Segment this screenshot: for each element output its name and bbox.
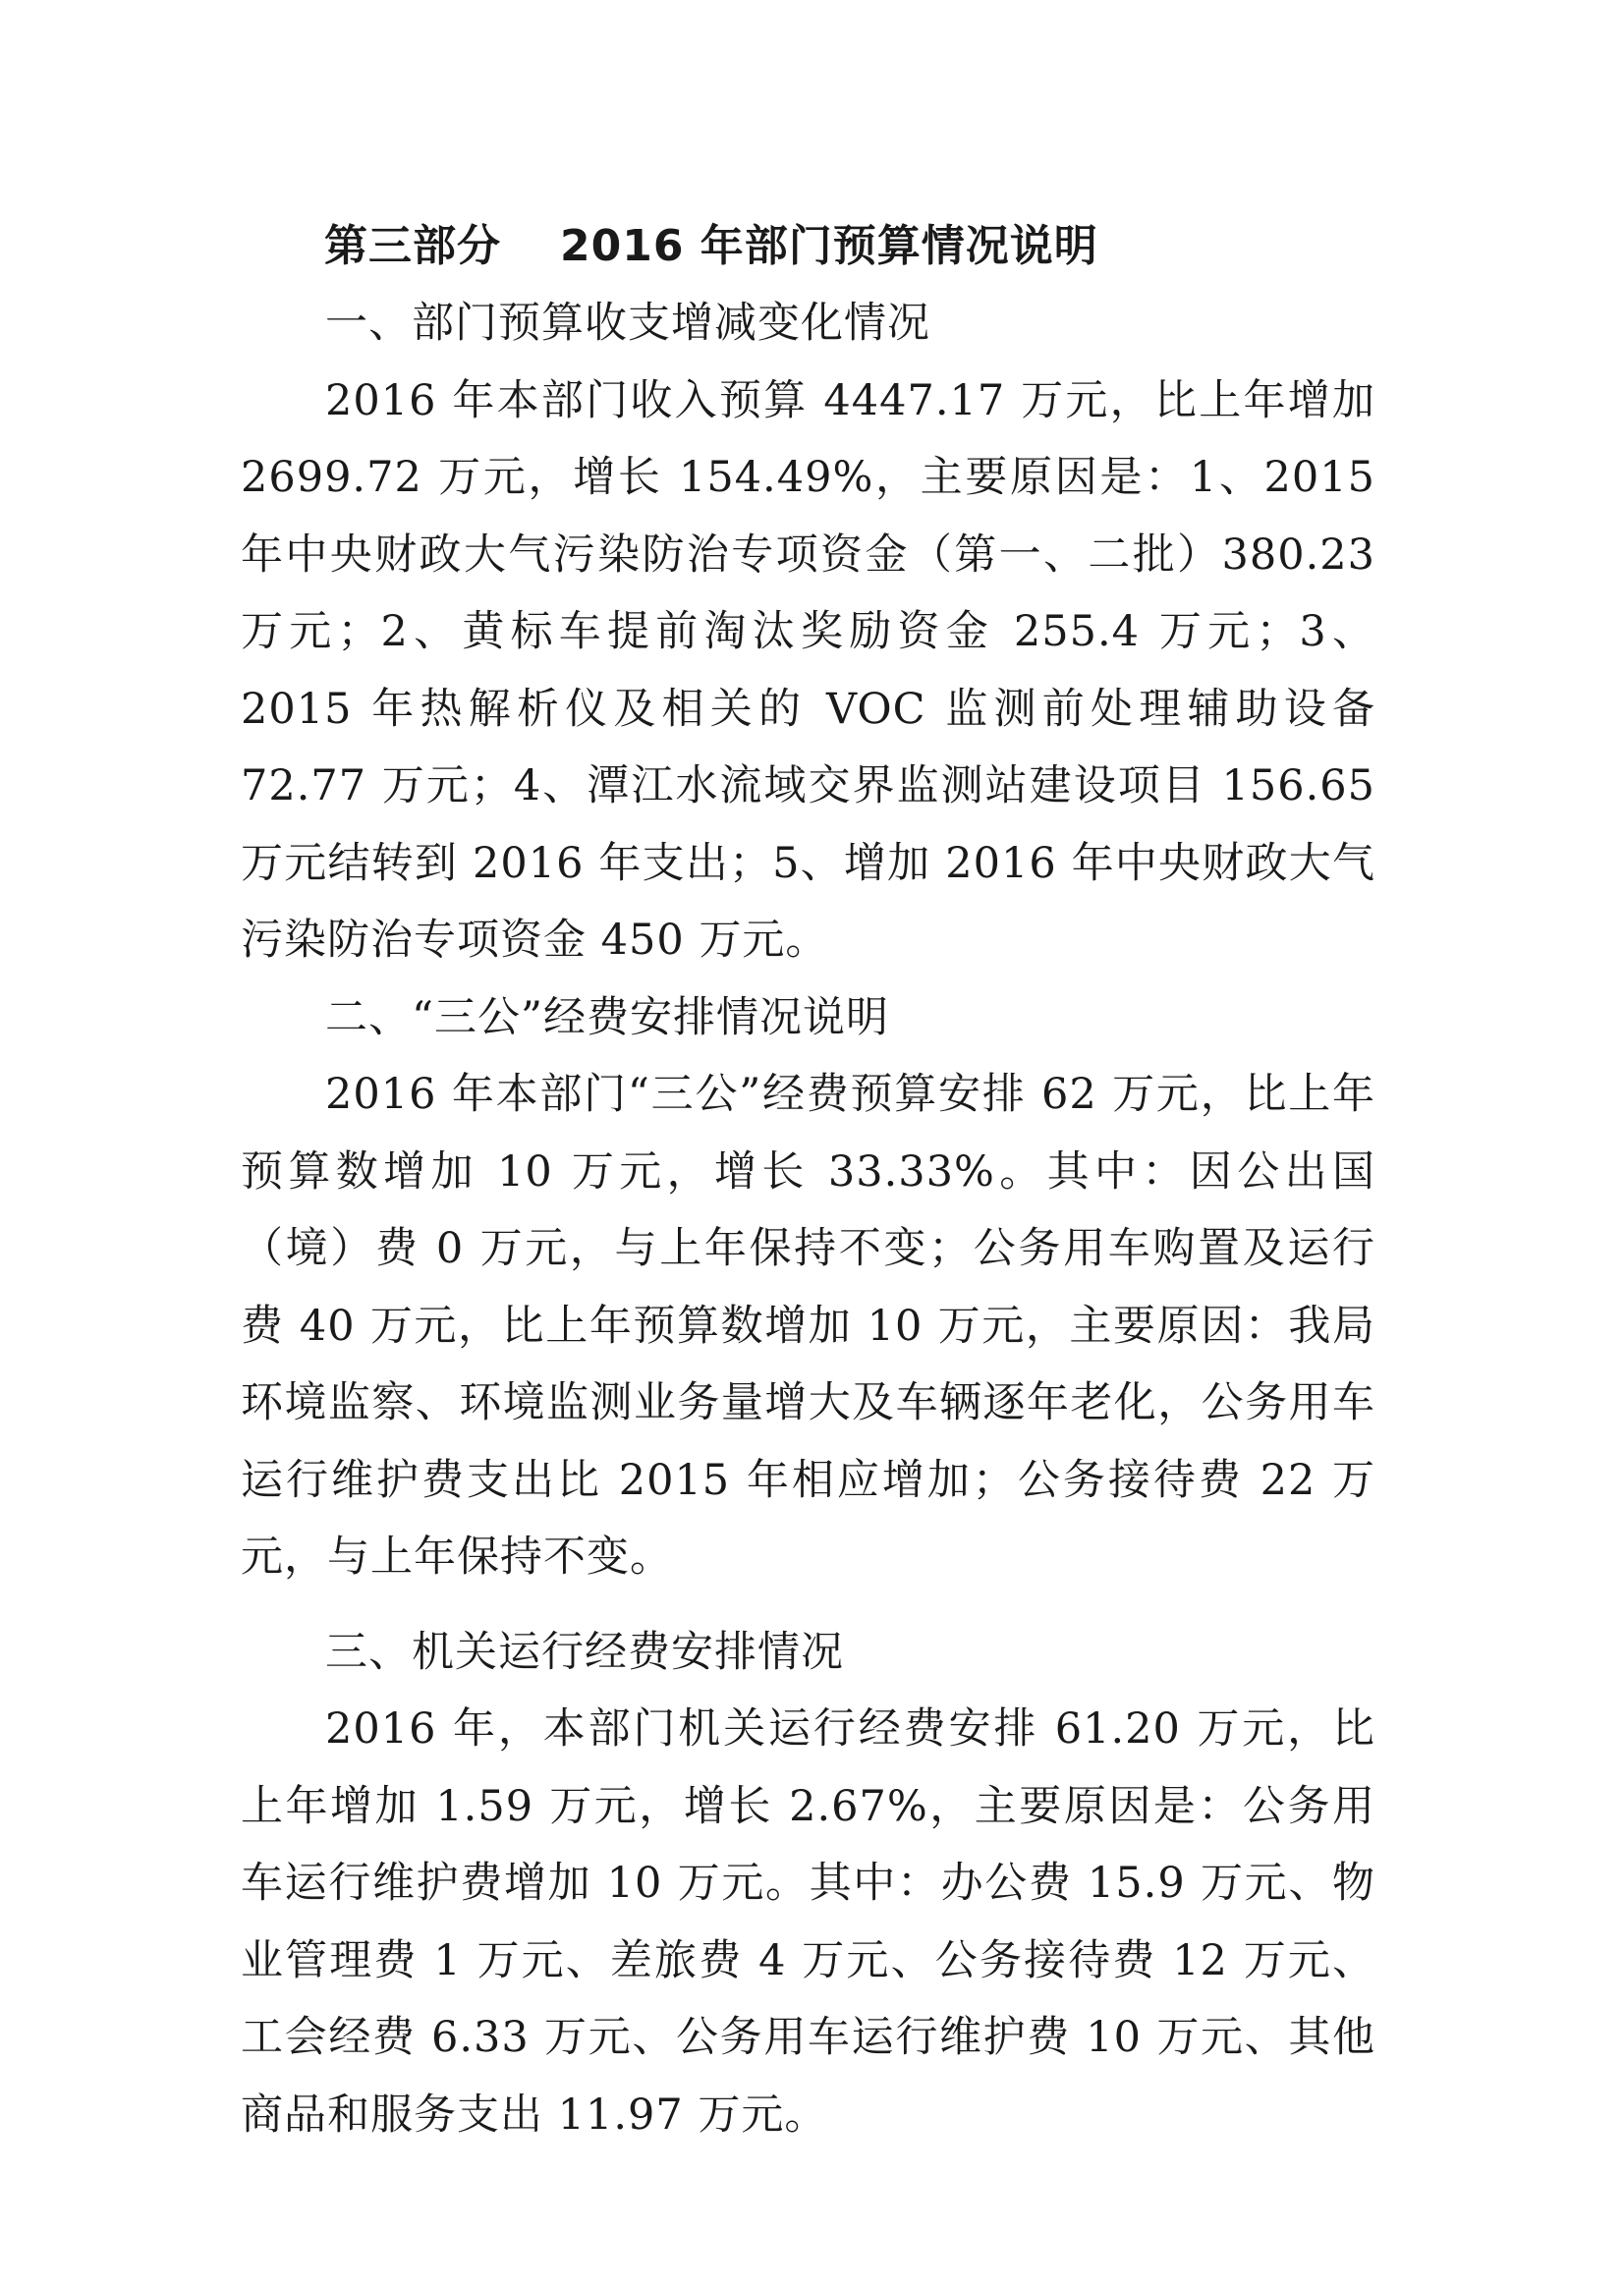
- title-text: 2016 年部门预算情况说明: [560, 221, 1098, 271]
- section-heading-2: 二、“三公”经费安排情况说明: [325, 992, 889, 1042]
- section-heading-1: 一、部门预算收支增减变化情况: [325, 299, 930, 348]
- section-paragraph-3: 2016 年，本部门机关运行经费安排 61.20 万元，比上年增加 1.59 万元，增长 2.67%，主要原因是：公务用车运行维护费增加 10 万元。其中：办公费 15.9 万元、物业管理费 1 万元、差旅费 4 万元、公务接待费 12 万元、工会经费 6.33 万元、公务用车运行维护费 10 万元、其他商品和服务支出 11.97 万元。: [241, 1704, 1375, 2140]
- title-part: 第三部分: [324, 221, 501, 271]
- section-paragraph-2: 2016 年本部门“三公”经费预算安排 62 万元，比上年预算数增加 10 万元，增长 33.33%。其中：因公出国（境）费 0 万元，与上年保持不变；公务用车购置及运行费 40 万元，比上年预算数增加 10 万元，主要原因：我局环境监察、环境监测业务量增大及车辆逐年老化，公务用车运行维护费支出比 2015 年相应增加；公务接待费 22 万元，与上年保持不变。: [241, 1070, 1375, 1582]
- document-body: [241, 285, 1375, 2153]
- section-paragraph-1: 2016 年本部门收入预算 4447.17 万元，比上年增加 2699.72 万元，增长 154.49%，主要原因是：1、2015 年中央财政大气污染防治专项资金（第一、二批）380.23 万元；2、黄标车提前淘汰奖励资金 255.4 万元；3、2015 年热解析仪及相关的 VOC 监测前处理辅助设备 72.77 万元；4、潭江水流域交界监测站建设项目 156.65 万元结转到 2016 年支出；5、增加 2016 年中央财政大气污染防治专项资金 450 万元。: [241, 375, 1375, 965]
- document-title: [324, 210, 1098, 273]
- section-heading-3: 三、机关运行经费安排情况: [325, 1627, 844, 1677]
